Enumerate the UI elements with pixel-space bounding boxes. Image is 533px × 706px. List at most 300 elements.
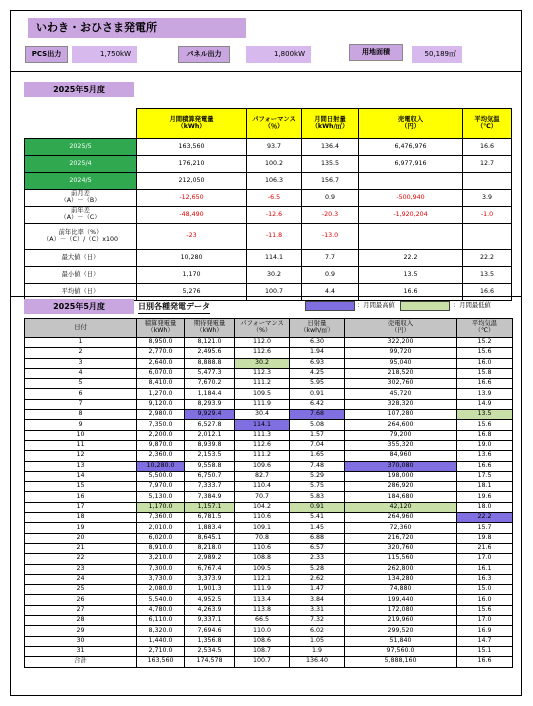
table-cell: 302,760 <box>345 379 457 389</box>
summary-row <box>25 267 512 284</box>
total-row <box>25 657 513 667</box>
table-cell: 299,520 <box>345 626 457 636</box>
table-cell: 6.02 <box>290 626 345 636</box>
summary-cell: 1,170 <box>137 267 247 284</box>
table-cell: 370,080 <box>345 461 457 471</box>
table-cell: 1.57 <box>290 430 345 440</box>
table-cell: 10,280.0 <box>137 461 185 471</box>
table-cell: 115,560 <box>345 554 457 564</box>
summary-cell: 0.9 <box>302 267 359 284</box>
col-insolation: 月間日射量 （kWh/㎡） <box>302 109 359 139</box>
table-cell: 9,337.1 <box>185 616 235 626</box>
table-row <box>25 502 513 512</box>
table-cell: 2,153.5 <box>185 451 235 461</box>
table-cell: 9,120.0 <box>137 399 185 409</box>
table-cell: 0.91 <box>290 502 345 512</box>
summary-cell: 16.6 <box>359 284 463 301</box>
table-cell: 15.6 <box>457 348 513 358</box>
summary-cell: 3.9 <box>463 190 512 207</box>
col-monthly-generation: 月間積算発電量 （kWh） <box>137 109 247 139</box>
table-cell: 15.2 <box>457 338 513 348</box>
summary-cell: 10,280 <box>137 250 247 267</box>
table-cell: 9 <box>25 420 137 430</box>
table-cell: 19.0 <box>457 440 513 450</box>
table-cell: 2,710.0 <box>137 646 185 656</box>
table-cell: 3,730.0 <box>137 574 185 584</box>
table-cell: 6,020.0 <box>137 533 185 543</box>
daily-data-title: 日別各種発電データ <box>138 301 210 314</box>
legend-low-label: ：月間最低値 <box>453 302 491 309</box>
daily-section-title: 2025年5月度 <box>24 299 134 314</box>
table-cell: 30 <box>25 636 137 646</box>
table-row <box>25 461 513 471</box>
pcs-output-value: 1,750kW <box>72 46 137 63</box>
table-cell: 3,373.9 <box>185 574 235 584</box>
table-row <box>25 358 513 368</box>
table-cell: 1.94 <box>290 348 345 358</box>
total-cell: 合計 <box>25 657 137 667</box>
table-cell: 2,989.2 <box>185 554 235 564</box>
col-revenue: 売電収入 （円） <box>345 319 457 338</box>
table-cell: 15.1 <box>457 646 513 656</box>
table-cell: 2.33 <box>290 554 345 564</box>
table-cell: 1,170.0 <box>137 502 185 512</box>
table-cell: 6.93 <box>290 358 345 368</box>
table-cell: 5.08 <box>290 420 345 430</box>
table-cell: 21 <box>25 543 137 553</box>
table-cell: 84,960 <box>345 451 457 461</box>
table-cell: 113.4 <box>235 595 290 605</box>
table-cell: 8,939.8 <box>185 440 235 450</box>
table-cell: 3.84 <box>290 595 345 605</box>
table-cell: 22 <box>25 554 137 564</box>
table-cell: 18.1 <box>457 482 513 492</box>
summary-cell: 106.3 <box>247 173 302 190</box>
table-cell: 16 <box>25 492 137 502</box>
summary-cell <box>359 224 463 250</box>
summary-header-row <box>25 109 512 139</box>
col-generation: 積算発電量 （kWh） <box>137 319 185 338</box>
table-cell: 355,320 <box>345 440 457 450</box>
table-row <box>25 616 513 626</box>
table-cell: 12 <box>25 451 137 461</box>
col-expected: 期待発電量 （kWh） <box>185 319 235 338</box>
table-cell: 8,888.8 <box>185 358 235 368</box>
table-cell: 16.6 <box>457 379 513 389</box>
table-row <box>25 543 513 553</box>
total-cell: 5,888,160 <box>345 657 457 667</box>
table-cell: 264,600 <box>345 420 457 430</box>
table-cell: 7,670.2 <box>185 379 235 389</box>
daily-header-row <box>25 319 513 338</box>
table-cell: 6.30 <box>290 338 345 348</box>
table-cell: 15.6 <box>457 420 513 430</box>
table-cell: 184,680 <box>345 492 457 502</box>
table-cell: 18.0 <box>457 502 513 512</box>
summary-cell <box>359 173 463 190</box>
table-cell: 6,527.8 <box>185 420 235 430</box>
monthly-summary-table <box>24 108 512 301</box>
table-cell: 82.7 <box>235 471 290 481</box>
table-cell: 5.29 <box>290 471 345 481</box>
summary-row-label: 最大値（日） <box>25 250 137 267</box>
table-cell: 112.0 <box>235 338 290 348</box>
table-row <box>25 471 513 481</box>
table-cell: 5.28 <box>290 564 345 574</box>
table-cell: 322,200 <box>345 338 457 348</box>
table-cell: 286,920 <box>345 482 457 492</box>
table-cell: 1.45 <box>290 523 345 533</box>
table-cell: 216,720 <box>345 533 457 543</box>
summary-row-label: 最小値（日） <box>25 267 137 284</box>
summary-cell: 13.5 <box>359 267 463 284</box>
table-cell: 112.6 <box>235 440 290 450</box>
table-cell: 16.6 <box>457 461 513 471</box>
table-row <box>25 410 513 420</box>
summary-row <box>25 139 512 156</box>
col-insolation: 日射量 （kwh/㎡） <box>290 319 345 338</box>
table-row <box>25 440 513 450</box>
pcs-output-label: PCS出力 <box>25 46 68 63</box>
col-revenue: 売電収入 （円） <box>359 109 463 139</box>
table-cell: 70.8 <box>235 533 290 543</box>
summary-cell: -12,650 <box>137 190 247 207</box>
table-cell: 79,200 <box>345 430 457 440</box>
table-cell: 2,012.1 <box>185 430 235 440</box>
table-cell: 5.75 <box>290 482 345 492</box>
summary-row <box>25 207 512 224</box>
table-cell: 2,080.0 <box>137 585 185 595</box>
table-cell: 7,350.0 <box>137 420 185 430</box>
table-cell: 11 <box>25 440 137 450</box>
table-cell: 108.6 <box>235 636 290 646</box>
table-cell: 4,263.9 <box>185 605 235 615</box>
summary-cell: 100.2 <box>247 156 302 173</box>
table-row <box>25 492 513 502</box>
legend-high-label: ：月間最高値 <box>357 302 395 309</box>
panel-output-value: 1,800kW <box>246 46 311 63</box>
table-row <box>25 626 513 636</box>
table-cell: 4,952.5 <box>185 595 235 605</box>
table-cell: 22.2 <box>457 513 513 523</box>
table-cell: 28 <box>25 616 137 626</box>
table-cell: 17.5 <box>457 471 513 481</box>
table-cell: 8 <box>25 410 137 420</box>
table-cell: 3 <box>25 358 137 368</box>
table-cell: 111.2 <box>235 451 290 461</box>
section-divider <box>10 296 522 297</box>
summary-cell: 6,977,916 <box>359 156 463 173</box>
summary-cell: 12.7 <box>463 156 512 173</box>
table-cell: 19 <box>25 523 137 533</box>
summary-cell: 4.4 <box>302 284 359 301</box>
summary-row <box>25 284 512 301</box>
daily-data-table <box>24 318 513 668</box>
table-cell: 30.2 <box>235 358 290 368</box>
summary-row-label: 2025/5 <box>25 139 137 156</box>
table-cell: 104.2 <box>235 502 290 512</box>
summary-cell: 16.6 <box>463 139 512 156</box>
table-cell: 13 <box>25 461 137 471</box>
table-cell: 3.31 <box>290 605 345 615</box>
table-cell: 97,560.0 <box>345 646 457 656</box>
table-row <box>25 585 513 595</box>
table-cell: 112.6 <box>235 348 290 358</box>
table-cell: 9,870.0 <box>137 440 185 450</box>
table-cell: 5,540.0 <box>137 595 185 605</box>
table-cell: 6 <box>25 389 137 399</box>
table-cell: 6.42 <box>290 399 345 409</box>
table-cell: 8,121.0 <box>185 338 235 348</box>
col-performance: パフォーマンス （%） <box>235 319 290 338</box>
summary-row-label: 前年比率（%） （A）－（C）/（C）x100 <box>25 224 137 250</box>
table-cell: 20 <box>25 533 137 543</box>
table-cell: 1,270.0 <box>137 389 185 399</box>
table-cell: 14.7 <box>457 636 513 646</box>
table-cell: 7,360.0 <box>137 513 185 523</box>
summary-cell: 212,050 <box>137 173 247 190</box>
table-cell: 7.04 <box>290 440 345 450</box>
table-cell: 26 <box>25 595 137 605</box>
table-cell: 19.8 <box>457 533 513 543</box>
summary-cell: 135.5 <box>302 156 359 173</box>
table-cell: 16.0 <box>457 358 513 368</box>
table-cell: 3,210.0 <box>137 554 185 564</box>
table-row <box>25 399 513 409</box>
table-cell: 2,980.0 <box>137 410 185 420</box>
summary-cell: -20.3 <box>302 207 359 224</box>
table-cell: 1,356.8 <box>185 636 235 646</box>
table-cell: 15.7 <box>457 523 513 533</box>
summary-row-label: 2024/5 <box>25 173 137 190</box>
table-cell: 10 <box>25 430 137 440</box>
table-cell: 7.48 <box>290 461 345 471</box>
summary-cell: 0.9 <box>302 190 359 207</box>
table-cell: 1,157.1 <box>185 502 235 512</box>
table-cell: 16.9 <box>457 626 513 636</box>
summary-cell: 22.2 <box>463 250 512 267</box>
table-cell: 16.8 <box>457 430 513 440</box>
table-cell: 172,080 <box>345 605 457 615</box>
table-cell: 1,184.4 <box>185 389 235 399</box>
table-cell: 111.2 <box>235 379 290 389</box>
table-row <box>25 348 513 358</box>
summary-cell: 5,276 <box>137 284 247 301</box>
table-row <box>25 451 513 461</box>
land-area-label: 用地面積 <box>349 44 403 61</box>
table-cell: 7 <box>25 399 137 409</box>
summary-cell: -11.8 <box>247 224 302 250</box>
table-cell: 8,293.9 <box>185 399 235 409</box>
table-cell: 45,720 <box>345 389 457 399</box>
summary-cell: 22.2 <box>359 250 463 267</box>
table-row <box>25 523 513 533</box>
table-cell: 111.3 <box>235 430 290 440</box>
table-cell: 108.7 <box>235 646 290 656</box>
total-cell: 16.6 <box>457 657 513 667</box>
summary-row-label: 2025/4 <box>25 156 137 173</box>
table-cell: 95,040 <box>345 358 457 368</box>
table-cell: 7.68 <box>290 410 345 420</box>
table-cell: 328,320 <box>345 399 457 409</box>
table-row <box>25 389 513 399</box>
header-divider <box>10 71 522 72</box>
table-cell: 219,960 <box>345 616 457 626</box>
table-cell: 7,333.7 <box>185 482 235 492</box>
table-cell: 2,495.6 <box>185 348 235 358</box>
table-row <box>25 379 513 389</box>
summary-cell <box>463 173 512 190</box>
table-cell: 1.47 <box>290 585 345 595</box>
summary-row <box>25 173 512 190</box>
table-cell: 134,280 <box>345 574 457 584</box>
summary-cell: -13.0 <box>302 224 359 250</box>
summary-cell: -23 <box>137 224 247 250</box>
table-cell: 13.6 <box>457 451 513 461</box>
table-cell: 8,218.0 <box>185 543 235 553</box>
table-row <box>25 595 513 605</box>
table-cell: 9,558.8 <box>185 461 235 471</box>
table-cell: 66.5 <box>235 616 290 626</box>
table-cell: 2,360.0 <box>137 451 185 461</box>
table-cell: 1 <box>25 338 137 348</box>
table-cell: 198,000 <box>345 471 457 481</box>
table-cell: 218,520 <box>345 368 457 378</box>
table-row <box>25 430 513 440</box>
total-cell: 136.40 <box>290 657 345 667</box>
summary-cell: 6,476,976 <box>359 139 463 156</box>
table-cell: 15 <box>25 482 137 492</box>
summary-cell: 100.7 <box>247 284 302 301</box>
table-cell: 8,320.0 <box>137 626 185 636</box>
table-cell: 109.5 <box>235 389 290 399</box>
table-cell: 6,070.0 <box>137 368 185 378</box>
plant-title: いわき・おひさま発電所 <box>28 18 246 38</box>
table-cell: 109.6 <box>235 461 290 471</box>
table-cell: 8,910.0 <box>137 543 185 553</box>
table-cell: 108.8 <box>235 554 290 564</box>
summary-row <box>25 190 512 207</box>
table-cell: 21.6 <box>457 543 513 553</box>
table-cell: 7,970.0 <box>137 482 185 492</box>
table-cell: 29 <box>25 626 137 636</box>
table-cell: 320,760 <box>345 543 457 553</box>
table-cell: 7.32 <box>290 616 345 626</box>
table-cell: 15.6 <box>457 605 513 615</box>
summary-cell: -500,940 <box>359 190 463 207</box>
table-cell: 72,360 <box>345 523 457 533</box>
total-cell: 174,578 <box>185 657 235 667</box>
summary-cell: 163,560 <box>137 139 247 156</box>
summary-row-label: 前月差 （A）－（B） <box>25 190 137 207</box>
table-cell: 17.0 <box>457 554 513 564</box>
table-row <box>25 574 513 584</box>
table-cell: 13.9 <box>457 389 513 399</box>
table-cell: 112.3 <box>235 368 290 378</box>
table-cell: 113.8 <box>235 605 290 615</box>
table-cell: 6,767.4 <box>185 564 235 574</box>
table-cell: 99,720 <box>345 348 457 358</box>
table-cell: 109.1 <box>235 523 290 533</box>
summary-cell: 136.4 <box>302 139 359 156</box>
summary-corner <box>25 109 137 139</box>
table-cell: 112.1 <box>235 574 290 584</box>
summary-cell: -6.5 <box>247 190 302 207</box>
table-cell: 5.83 <box>290 492 345 502</box>
table-row <box>25 605 513 615</box>
summary-cell: 7.7 <box>302 250 359 267</box>
table-cell: 9,929.4 <box>185 410 235 420</box>
table-cell: 2,640.0 <box>137 358 185 368</box>
table-cell: 5.41 <box>290 513 345 523</box>
summary-cell: -12.6 <box>247 207 302 224</box>
table-cell: 14.9 <box>457 399 513 409</box>
table-cell: 23 <box>25 564 137 574</box>
col-performance: パフォーマンス （％） <box>247 109 302 139</box>
table-cell: 14 <box>25 471 137 481</box>
legend-low-swatch <box>400 301 450 311</box>
table-cell: 109.5 <box>235 564 290 574</box>
table-cell: 31 <box>25 646 137 656</box>
summary-cell <box>463 224 512 250</box>
table-cell: 110.6 <box>235 513 290 523</box>
table-cell: 110.0 <box>235 626 290 636</box>
table-cell: 15.8 <box>457 368 513 378</box>
table-cell: 16.0 <box>457 595 513 605</box>
table-row <box>25 420 513 430</box>
table-cell: 7,694.6 <box>185 626 235 636</box>
table-cell: 7,300.0 <box>137 564 185 574</box>
table-cell: 2,010.0 <box>137 523 185 533</box>
table-cell: 16.3 <box>457 574 513 584</box>
table-cell: 8,950.0 <box>137 338 185 348</box>
table-cell: 5,130.0 <box>137 492 185 502</box>
table-cell: 27 <box>25 605 137 615</box>
table-cell: 5 <box>25 379 137 389</box>
table-cell: 74,880 <box>345 585 457 595</box>
table-cell: 199,440 <box>345 595 457 605</box>
table-cell: 1,440.0 <box>137 636 185 646</box>
table-cell: 1,901.3 <box>185 585 235 595</box>
table-row <box>25 533 513 543</box>
table-cell: 111.9 <box>235 399 290 409</box>
table-cell: 107,280 <box>345 410 457 420</box>
table-cell: 0.91 <box>290 389 345 399</box>
legend-high-swatch <box>305 301 355 311</box>
panel-output-label: パネル出力 <box>178 46 230 63</box>
table-cell: 4.25 <box>290 368 345 378</box>
table-cell: 114.1 <box>235 420 290 430</box>
table-cell: 2.62 <box>290 574 345 584</box>
summary-cell: 13.5 <box>463 267 512 284</box>
table-cell: 15.0 <box>457 585 513 595</box>
table-cell: 110.6 <box>235 543 290 553</box>
summary-section-title: 2025年5月度 <box>24 82 134 97</box>
table-cell: 5,500.0 <box>137 471 185 481</box>
table-cell: 6.57 <box>290 543 345 553</box>
table-cell: 13.5 <box>457 410 513 420</box>
col-avg-temp: 平均気温 （℃） <box>463 109 512 139</box>
summary-cell: 30.2 <box>247 267 302 284</box>
summary-row-label: 前年差 （A）－（C） <box>25 207 137 224</box>
table-cell: 25 <box>25 585 137 595</box>
table-cell: 18 <box>25 513 137 523</box>
summary-cell: 176,210 <box>137 156 247 173</box>
table-cell: 6,781.5 <box>185 513 235 523</box>
table-cell: 7,384.9 <box>185 492 235 502</box>
summary-cell: -1,920,204 <box>359 207 463 224</box>
table-cell: 16.1 <box>457 564 513 574</box>
